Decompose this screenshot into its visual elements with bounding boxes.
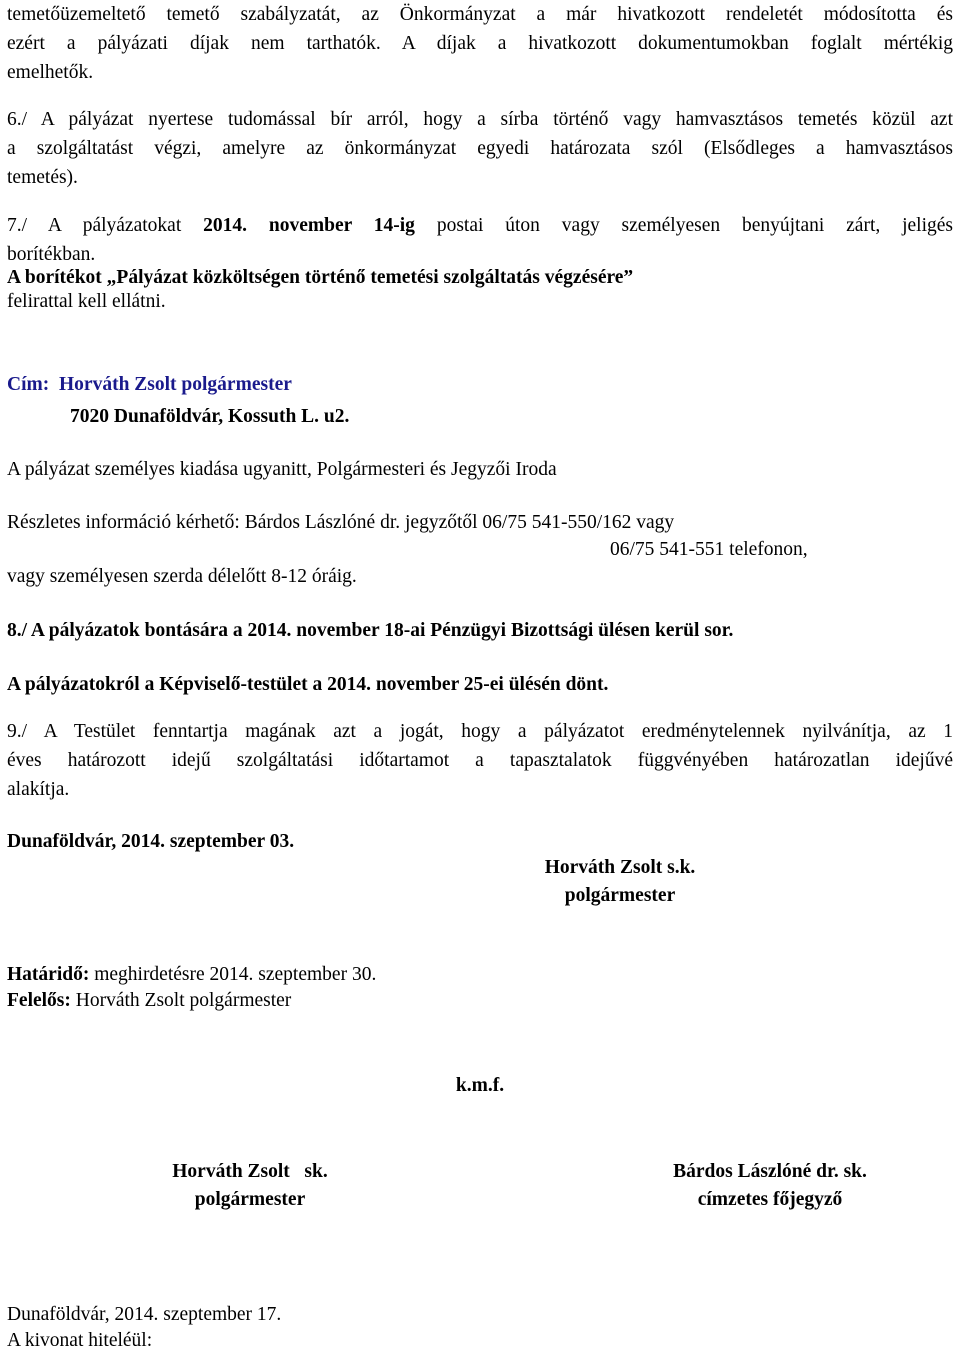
- p5-line-2: ezért a pályázati díjak nem tarthatók. A díjak a hivatkozott dokumentumokban foglalt mértékig: [7, 33, 953, 54]
- p7-line-2: borítékban.: [7, 244, 96, 265]
- p5-line-1: temetőüzemeltető temető szabályzatát, az Önkormányzat a már hivatkozott rendeletét módosította és: [7, 4, 953, 25]
- p7-prefix: 7./ A pályázatokat: [7, 215, 182, 236]
- p7-envelope-line: A borítékot „Pályázat közköltségen történő temetési szolgáltatás végzésére”: [7, 267, 634, 288]
- responsible-label: Felelős:: [7, 990, 71, 1011]
- info-line-2: 06/75 541-551 telefonon,: [610, 539, 808, 560]
- p8-line: 8./ A pályázatok bontására a 2014. november 18-ai Pénzügyi Bizottsági ülésen kerül sor.: [7, 620, 734, 641]
- deadline-line: [7, 965, 376, 985]
- sign-right-title: címzetes főjegyző: [697, 1189, 843, 1210]
- footer-date: Dunaföldvár, 2014. szeptember 17.: [7, 1304, 282, 1325]
- signer-title: polgármester: [564, 885, 676, 906]
- p9-line-2: éves határozott idejű szolgáltatási időtartamot a tapasztalatok függvényében határozatlan idejűvé: [7, 750, 953, 771]
- p7-rest: postai úton vagy személyesen benyújtani zárt, jeligés: [436, 215, 954, 236]
- personal-pickup: A pályázat személyes kiadása ugyanitt, Polgármesteri és Jegyzői Iroda: [7, 459, 557, 480]
- p7-year: 2014.: [203, 215, 247, 236]
- address-street: 7020 Dunaföldvár, Kossuth L. u2.: [70, 406, 350, 427]
- sign-right-name: Bárdos Lászlóné dr. sk.: [673, 1161, 867, 1182]
- signer-name: Horváth Zsolt s.k.: [544, 857, 696, 878]
- responsible-value: Horváth Zsolt polgármester: [75, 990, 292, 1011]
- kmf: k.m.f.: [455, 1075, 505, 1096]
- p9-line-1: 9./ A Testület fenntartja magának azt a jogát, hogy a pályázatot eredménytelennek nyilvánítja, az 1: [7, 721, 953, 742]
- sign-left-title: polgármester: [194, 1189, 306, 1210]
- footer-note: A kivonat hiteléül:: [7, 1330, 153, 1351]
- p5-line-3: emelhetők.: [7, 62, 94, 83]
- deadline-label: Határidő:: [7, 964, 90, 985]
- p7-deadline: november 14-ig: [268, 215, 415, 236]
- place-date: Dunaföldvár, 2014. szeptember 03.: [7, 831, 295, 852]
- deadline-value: meghirdetésre 2014. szeptember 30.: [94, 964, 377, 985]
- p9-line-3: alakítja.: [7, 779, 70, 800]
- p6-line-1: 6./ A pályázat nyertese tudomással bír arról, hogy a sírba történő vagy hamvasztásos temetés közül azt: [7, 109, 953, 130]
- sign-left-name: Horváth Zsolt sk.: [172, 1161, 328, 1182]
- address-name: Horváth Zsolt polgármester: [59, 374, 292, 395]
- responsible-line: [7, 991, 291, 1011]
- p7-line-1: [7, 216, 953, 236]
- p7-label-line: felirattal kell ellátni.: [7, 291, 166, 312]
- address-label: Cím:: [7, 374, 50, 395]
- decision-line: A pályázatokról a Képviselő-testület a 2014. november 25-ei ülésén dönt.: [7, 674, 609, 695]
- address-line: [7, 375, 292, 395]
- p6-line-2: a szolgáltatást végzi, amelyre az önkormányzat egyedi határozata szól (Elsődleges a hamvasztásos: [7, 138, 953, 159]
- info-line-3: vagy személyesen szerda délelőtt 8-12 óráig.: [7, 566, 357, 587]
- info-line-1: Részletes információ kérhető: Bárdos Lászlóné dr. jegyzőtől 06/75 541-550/162 vagy: [7, 512, 675, 533]
- p6-line-3: temetés).: [7, 167, 78, 188]
